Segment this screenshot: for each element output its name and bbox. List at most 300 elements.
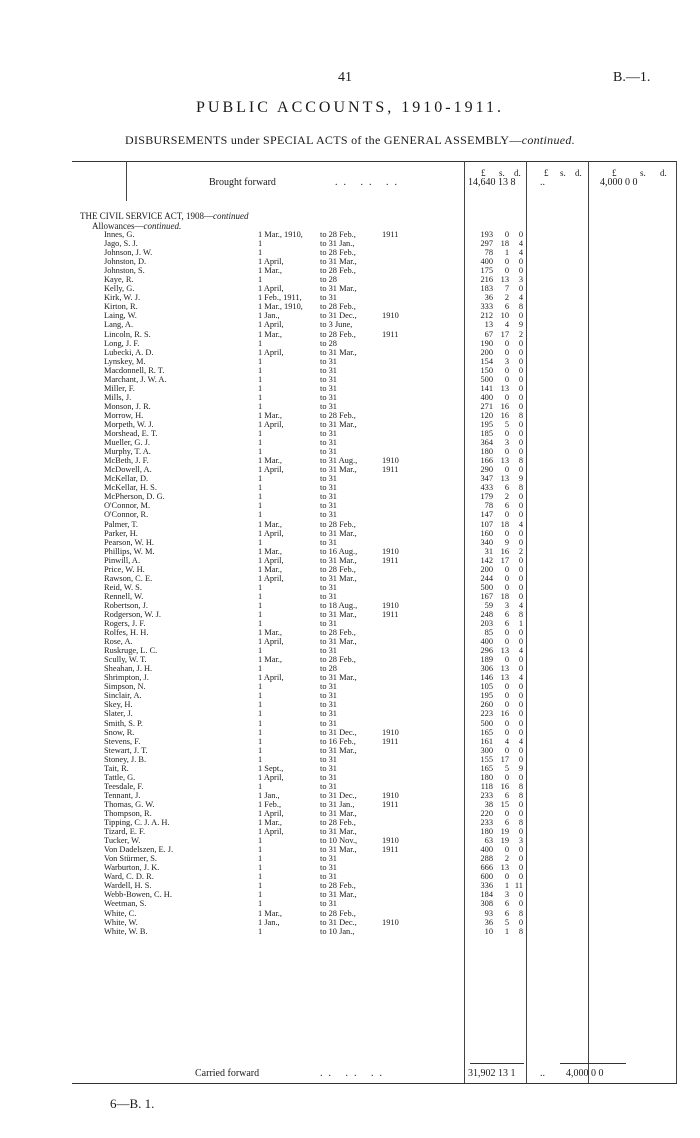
subtitle-continued: continued. [521, 133, 576, 147]
amount-shillings: 13 [500, 456, 509, 466]
table-row [0, 529, 700, 538]
payee-name: Von Dadelszen, E. J. [104, 845, 174, 855]
period-to: to 31 [320, 772, 337, 782]
amount-pence: 4 [518, 519, 523, 529]
table-row [0, 547, 700, 556]
period-to: to 28 Feb., [320, 302, 356, 312]
payee-name: Lincoln, R. S. [104, 329, 151, 339]
period-to: to 31 Jan., [320, 239, 355, 249]
amount-pounds: 193 [480, 230, 493, 239]
period-to: to 28 Feb., [320, 519, 356, 529]
period-from: 1 [258, 239, 263, 249]
period-to-year: 1911 [382, 555, 399, 565]
act-heading-continued: continued [213, 211, 249, 221]
amount-shillings: 0 [504, 682, 509, 692]
period-to-year: 1910 [382, 917, 399, 927]
amount-pence: 0 [518, 419, 523, 429]
amount-pence: 1 [518, 619, 523, 629]
amount-pence: 8 [518, 302, 523, 312]
period-from: 1 [258, 754, 263, 764]
period-to-year: 1911 [382, 736, 399, 746]
amount-pence: 0 [518, 628, 523, 638]
period-to: to 28 [320, 338, 337, 348]
period-to-year: 1911 [382, 799, 399, 809]
period-to: to 31 [320, 392, 337, 402]
table-row [0, 538, 700, 547]
amount-pence: 8 [518, 818, 523, 828]
table-row [0, 719, 700, 728]
payee-name: Rose, A. [104, 637, 133, 647]
amount-pounds: 216 [480, 275, 493, 285]
brought-forward-label: Brought forward [209, 177, 276, 188]
period-from: 1 April, [258, 809, 284, 818]
payee-name: Rawson, C. E. [104, 573, 153, 583]
amount-shillings: 0 [504, 700, 509, 710]
period-from: 1 [258, 275, 263, 285]
table-top-rule [72, 161, 677, 162]
period-from: 1 Feb., 1911, [258, 293, 302, 303]
amount-shillings: 6 [504, 899, 509, 909]
col2-shilling-header: s. [560, 168, 566, 178]
period-from: 1 Mar., [258, 410, 282, 420]
period-from: 1 Mar., [258, 456, 282, 466]
period-to: to 28 Feb., [320, 266, 356, 276]
period-to: to 28 Feb., [320, 564, 356, 574]
period-from: 1 [258, 447, 263, 457]
amount-pounds: 260 [480, 700, 493, 710]
amount-pence: 0 [518, 917, 523, 927]
table-row [0, 619, 700, 628]
amount-shillings: 2 [504, 854, 509, 864]
payee-name: Parker, H. [104, 528, 138, 538]
table-row [0, 791, 700, 800]
payee-name: McDowell, A. [104, 465, 152, 475]
amount-pounds: 161 [480, 736, 493, 746]
payee-name: Innes, G. [104, 230, 135, 239]
period-to: to 31 [320, 483, 337, 493]
period-from: 1 [258, 374, 263, 384]
carried-forward-col2: .. [540, 1068, 545, 1079]
payee-name: McKellar, D. [104, 474, 149, 484]
period-from: 1 [258, 926, 263, 936]
total-box-col3-top [560, 1063, 626, 1064]
brought-forward-dots: .. .. .. [335, 177, 403, 188]
period-to: to 31 [320, 872, 337, 882]
payee-name: Sinclair, A. [104, 691, 142, 701]
period-from: 1 [258, 872, 263, 882]
carried-forward-col3: 4,000 0 0 [566, 1068, 604, 1079]
period-from: 1 April, [258, 637, 284, 647]
amount-pence: 0 [518, 573, 523, 583]
amount-pence: 0 [518, 492, 523, 502]
table-row [0, 239, 700, 248]
period-to: to 31 [320, 401, 337, 411]
amount-pence: 3 [518, 836, 523, 846]
table-row [0, 230, 700, 239]
subtitle-main: DISBURSEMENTS under SPECIAL ACTS of the GENERAL ASSEMBLY— [124, 133, 522, 147]
period-from: 1 [258, 682, 263, 692]
amount-pounds: 31 [484, 546, 493, 556]
period-from: 1 [258, 501, 263, 511]
amount-shillings: 6 [504, 908, 509, 918]
amount-pounds: 297 [480, 239, 493, 249]
period-from: 1 [258, 248, 263, 258]
period-to: to 31 Mar., [320, 419, 357, 429]
table-row [0, 691, 700, 700]
period-to-year: 1911 [382, 465, 399, 475]
payee-name: Tucker, W. [104, 836, 141, 846]
period-to: to 28 Feb., [320, 655, 356, 665]
table-row [0, 728, 700, 737]
amount-shillings: 15 [500, 799, 509, 809]
amount-pounds: 308 [480, 899, 493, 909]
amount-shillings: 6 [504, 818, 509, 828]
amount-pounds: 500 [480, 374, 493, 384]
amount-pounds: 150 [480, 365, 493, 375]
period-from: 1 [258, 664, 263, 674]
amount-shillings: 13 [500, 664, 509, 674]
amount-shillings: 18 [500, 239, 509, 249]
period-to-year: 1910 [382, 790, 399, 800]
payee-name: Robertson, J. [104, 600, 148, 610]
period-to: to 28 Feb., [320, 230, 356, 239]
amount-pence: 8 [518, 781, 523, 791]
amount-shillings: 16 [500, 546, 509, 556]
table-row [0, 664, 700, 673]
payee-name: Johnston, S. [104, 266, 145, 276]
table-row [0, 628, 700, 637]
period-to: to 31 [320, 700, 337, 710]
period-to: to 31 [320, 356, 337, 366]
brought-forward-col1: 14,640 13 8 [468, 177, 516, 188]
amount-pounds: 340 [480, 537, 493, 547]
amount-pounds: 400 [480, 392, 493, 402]
amount-pounds: 120 [480, 410, 493, 420]
table-row [0, 257, 700, 266]
period-to: to 28 Feb., [320, 908, 356, 918]
table-row [0, 854, 700, 863]
payee-name: Monson, J. R. [104, 401, 151, 411]
period-from: 1 [258, 845, 263, 855]
payee-name: White, W. [104, 917, 138, 927]
amount-pence: 11 [514, 881, 523, 891]
payee-name: Long, J. F. [104, 338, 140, 348]
period-to: to 16 Aug., [320, 546, 358, 556]
payee-name: Rennell, W. [104, 591, 144, 601]
page-number: 41 [338, 70, 352, 85]
period-to: to 31 Mar., [320, 528, 357, 538]
table-row [0, 592, 700, 601]
payee-name: Ward, C. D. R. [104, 872, 154, 882]
period-to: to 31 [320, 754, 337, 764]
amount-pounds: 160 [480, 528, 493, 538]
table-row [0, 918, 700, 927]
amount-pounds: 288 [480, 854, 493, 864]
period-from: 1 [258, 537, 263, 547]
period-to: to 31 Mar., [320, 257, 357, 267]
amount-pence: 8 [518, 456, 523, 466]
amount-pence: 0 [518, 365, 523, 375]
payee-name: Lubecki, A. D. [104, 347, 154, 357]
amount-pence: 0 [518, 266, 523, 276]
amount-shillings: 1 [504, 881, 509, 891]
amount-pounds: 400 [480, 257, 493, 267]
payee-name: Tait, R. [104, 763, 129, 773]
amount-pounds: 147 [480, 510, 493, 520]
table-row [0, 610, 700, 619]
amount-shillings: 0 [504, 347, 509, 357]
col2-pound-header: £ [544, 168, 549, 178]
brought-forward-col3: 4,000 0 0 [600, 177, 638, 188]
payee-name: Teesdale, F. [104, 781, 144, 791]
table-row [0, 709, 700, 718]
period-to: to 31 [320, 863, 337, 873]
allowance-table [0, 230, 700, 936]
table-row [0, 483, 700, 492]
table-row [0, 637, 700, 646]
amount-pence: 4 [518, 673, 523, 683]
period-from: 1 Mar., [258, 655, 282, 665]
period-to: to 28 [320, 664, 337, 674]
payee-name: Stevens, F. [104, 736, 141, 746]
table-row [0, 420, 700, 429]
amount-shillings: 6 [504, 501, 509, 511]
table-row [0, 248, 700, 257]
amount-pounds: 200 [480, 347, 493, 357]
payee-name: Shrimpton, J. [104, 673, 149, 683]
amount-shillings: 0 [504, 691, 509, 701]
period-to: to 31 [320, 582, 337, 592]
payee-name: Murphy, T. A. [104, 447, 151, 457]
amount-pence: 4 [518, 293, 523, 303]
amount-pounds: 179 [480, 492, 493, 502]
payee-name: Smith, S. P. [104, 718, 143, 728]
amount-shillings: 19 [500, 836, 509, 846]
period-from: 1 [258, 356, 263, 366]
amount-pence: 8 [518, 908, 523, 918]
amount-pence: 0 [518, 537, 523, 547]
amount-pence: 0 [518, 655, 523, 665]
table-row [0, 682, 700, 691]
amount-pence: 0 [518, 591, 523, 601]
amount-shillings: 0 [504, 564, 509, 574]
amount-shillings: 16 [500, 781, 509, 791]
period-from: 1 Feb., [258, 799, 282, 809]
amount-pence: 0 [518, 845, 523, 855]
period-from: 1 Jan., [258, 917, 280, 927]
amount-pounds: 347 [480, 474, 493, 484]
period-to: to 31 [320, 781, 337, 791]
amount-pence: 0 [518, 564, 523, 574]
amount-pence: 8 [518, 790, 523, 800]
amount-pence: 8 [518, 609, 523, 619]
payee-name: Warburton, J. K. [104, 863, 160, 873]
table-row [0, 275, 700, 284]
amount-pence: 9 [518, 763, 523, 773]
period-from: 1 April, [258, 320, 284, 330]
period-to: to 31 [320, 492, 337, 502]
period-to: to 31 [320, 510, 337, 520]
period-from: 1 [258, 591, 263, 601]
period-from: 1 April, [258, 419, 284, 429]
payee-name: Morrow, H. [104, 410, 144, 420]
payee-name: Kirk, W. J. [104, 293, 141, 303]
amount-pence: 2 [518, 546, 523, 556]
period-from: 1 [258, 899, 263, 909]
amount-pounds: 185 [480, 429, 493, 439]
amount-pence: 0 [518, 392, 523, 402]
table-row [0, 700, 700, 709]
payee-name: Lynskey, M. [104, 356, 146, 366]
table-row [0, 411, 700, 420]
table-row [0, 339, 700, 348]
period-from: 1 [258, 781, 263, 791]
period-to: to 28 Feb., [320, 881, 356, 891]
table-row [0, 429, 700, 438]
payee-name: Skey, H. [104, 700, 133, 710]
amount-pounds: 93 [484, 908, 493, 918]
payee-name: McPherson, D. G. [104, 492, 165, 502]
period-to: to 31 [320, 682, 337, 692]
table-row [0, 755, 700, 764]
amount-pence: 0 [518, 745, 523, 755]
table-row [0, 284, 700, 293]
period-to: to 31 Mar., [320, 465, 357, 475]
period-to: to 31 [320, 591, 337, 601]
page-title: PUBLIC ACCOUNTS, 1910-1911. [196, 99, 504, 116]
table-row [0, 293, 700, 302]
payee-name: McBeth, J. F. [104, 456, 149, 466]
amount-pence: 0 [518, 311, 523, 321]
payee-name: Price, W. H. [104, 564, 145, 574]
amount-pence: 0 [518, 438, 523, 448]
payee-name: Von Stürmer, S. [104, 854, 158, 864]
amount-pence: 0 [518, 230, 523, 239]
amount-pounds: 336 [480, 881, 493, 891]
amount-shillings: 0 [504, 745, 509, 755]
amount-pounds: 195 [480, 419, 493, 429]
column-divider-left [126, 161, 127, 201]
amount-pence: 0 [518, 899, 523, 909]
amount-pounds: 165 [480, 727, 493, 737]
payee-name: Webb-Bowen, C. H. [104, 890, 172, 900]
period-to: to 31 Mar., [320, 745, 357, 755]
amount-shillings: 0 [504, 655, 509, 665]
amount-pounds: 189 [480, 655, 493, 665]
period-from: 1 April, [258, 772, 284, 782]
period-from: 1 Mar., [258, 628, 282, 638]
amount-shillings: 0 [504, 718, 509, 728]
amount-shillings: 0 [504, 637, 509, 647]
amount-pounds: 142 [480, 555, 493, 565]
amount-pounds: 296 [480, 646, 493, 656]
table-row [0, 311, 700, 320]
amount-pence: 0 [518, 401, 523, 411]
amount-pounds: 180 [480, 772, 493, 782]
amount-shillings: 0 [504, 230, 509, 239]
amount-pounds: 165 [480, 763, 493, 773]
amount-shillings: 0 [504, 809, 509, 818]
period-to: to 31 [320, 619, 337, 629]
payee-name: Phillips, W. M. [104, 546, 155, 556]
period-to: to 31 Mar., [320, 890, 357, 900]
table-row [0, 872, 700, 881]
period-to: to 31 [320, 374, 337, 384]
amount-pence: 0 [518, 863, 523, 873]
period-from: 1 [258, 646, 263, 656]
amount-shillings: 4 [504, 736, 509, 746]
table-row [0, 800, 700, 809]
period-from: 1 [258, 429, 263, 439]
payee-name: Macdonnell, R. T. [104, 365, 165, 375]
amount-pounds: 300 [480, 745, 493, 755]
period-from: 1 [258, 745, 263, 755]
amount-shillings: 13 [500, 863, 509, 873]
amount-pence: 0 [518, 682, 523, 692]
amount-pence: 0 [518, 501, 523, 511]
period-to: to 10 Jan., [320, 926, 355, 936]
amount-shillings: 16 [500, 410, 509, 420]
amount-shillings: 16 [500, 401, 509, 411]
payee-name: Tizard, E. F. [104, 827, 146, 837]
amount-pounds: 155 [480, 754, 493, 764]
amount-pounds: 10 [484, 926, 493, 936]
amount-shillings: 6 [504, 609, 509, 619]
table-row [0, 782, 700, 791]
table-row [0, 881, 700, 890]
amount-pounds: 180 [480, 447, 493, 457]
payee-name: Morpeth, W. J. [104, 419, 154, 429]
amount-shillings: 13 [500, 275, 509, 285]
payee-name: Tattle, G. [104, 772, 136, 782]
period-to-year: 1910 [382, 727, 399, 737]
period-to: to 3 June, [320, 320, 353, 330]
amount-pence: 0 [518, 465, 523, 475]
period-to: to 28 Feb., [320, 628, 356, 638]
payee-name: Jago, S. J. [104, 239, 138, 249]
amount-shillings: 0 [504, 573, 509, 583]
amount-shillings: 1 [504, 248, 509, 258]
amount-pounds: 78 [484, 501, 493, 511]
amount-pence: 0 [518, 374, 523, 384]
footer-code: 6—B. 1. [110, 1096, 155, 1111]
period-to: to 28 Feb., [320, 818, 356, 828]
payee-name: Ruskruge, L. C. [104, 646, 158, 656]
amount-pence: 0 [518, 890, 523, 900]
period-to: to 31 Mar., [320, 609, 357, 619]
amount-shillings: 16 [500, 709, 509, 719]
table-row [0, 565, 700, 574]
period-from: 1 April, [258, 827, 284, 837]
amount-shillings: 0 [504, 365, 509, 375]
amount-shillings: 0 [504, 257, 509, 267]
period-to: to 31 Aug., [320, 456, 358, 466]
period-to-year: 1910 [382, 546, 399, 556]
amount-pence: 0 [518, 809, 523, 818]
period-from: 1 [258, 619, 263, 629]
table-row [0, 447, 700, 456]
amount-pence: 0 [518, 872, 523, 882]
period-to: to 16 Feb., [320, 736, 356, 746]
payee-name: Thomas, G. W. [104, 799, 155, 809]
payee-name: Lang, A. [104, 320, 134, 330]
col1-pence-header: d. [514, 168, 521, 178]
allowances-heading-title: Allowances— [92, 221, 144, 231]
period-from: 1 [258, 718, 263, 728]
table-row [0, 845, 700, 854]
amount-pence: 0 [518, 700, 523, 710]
period-to: to 31 Mar., [320, 555, 357, 565]
